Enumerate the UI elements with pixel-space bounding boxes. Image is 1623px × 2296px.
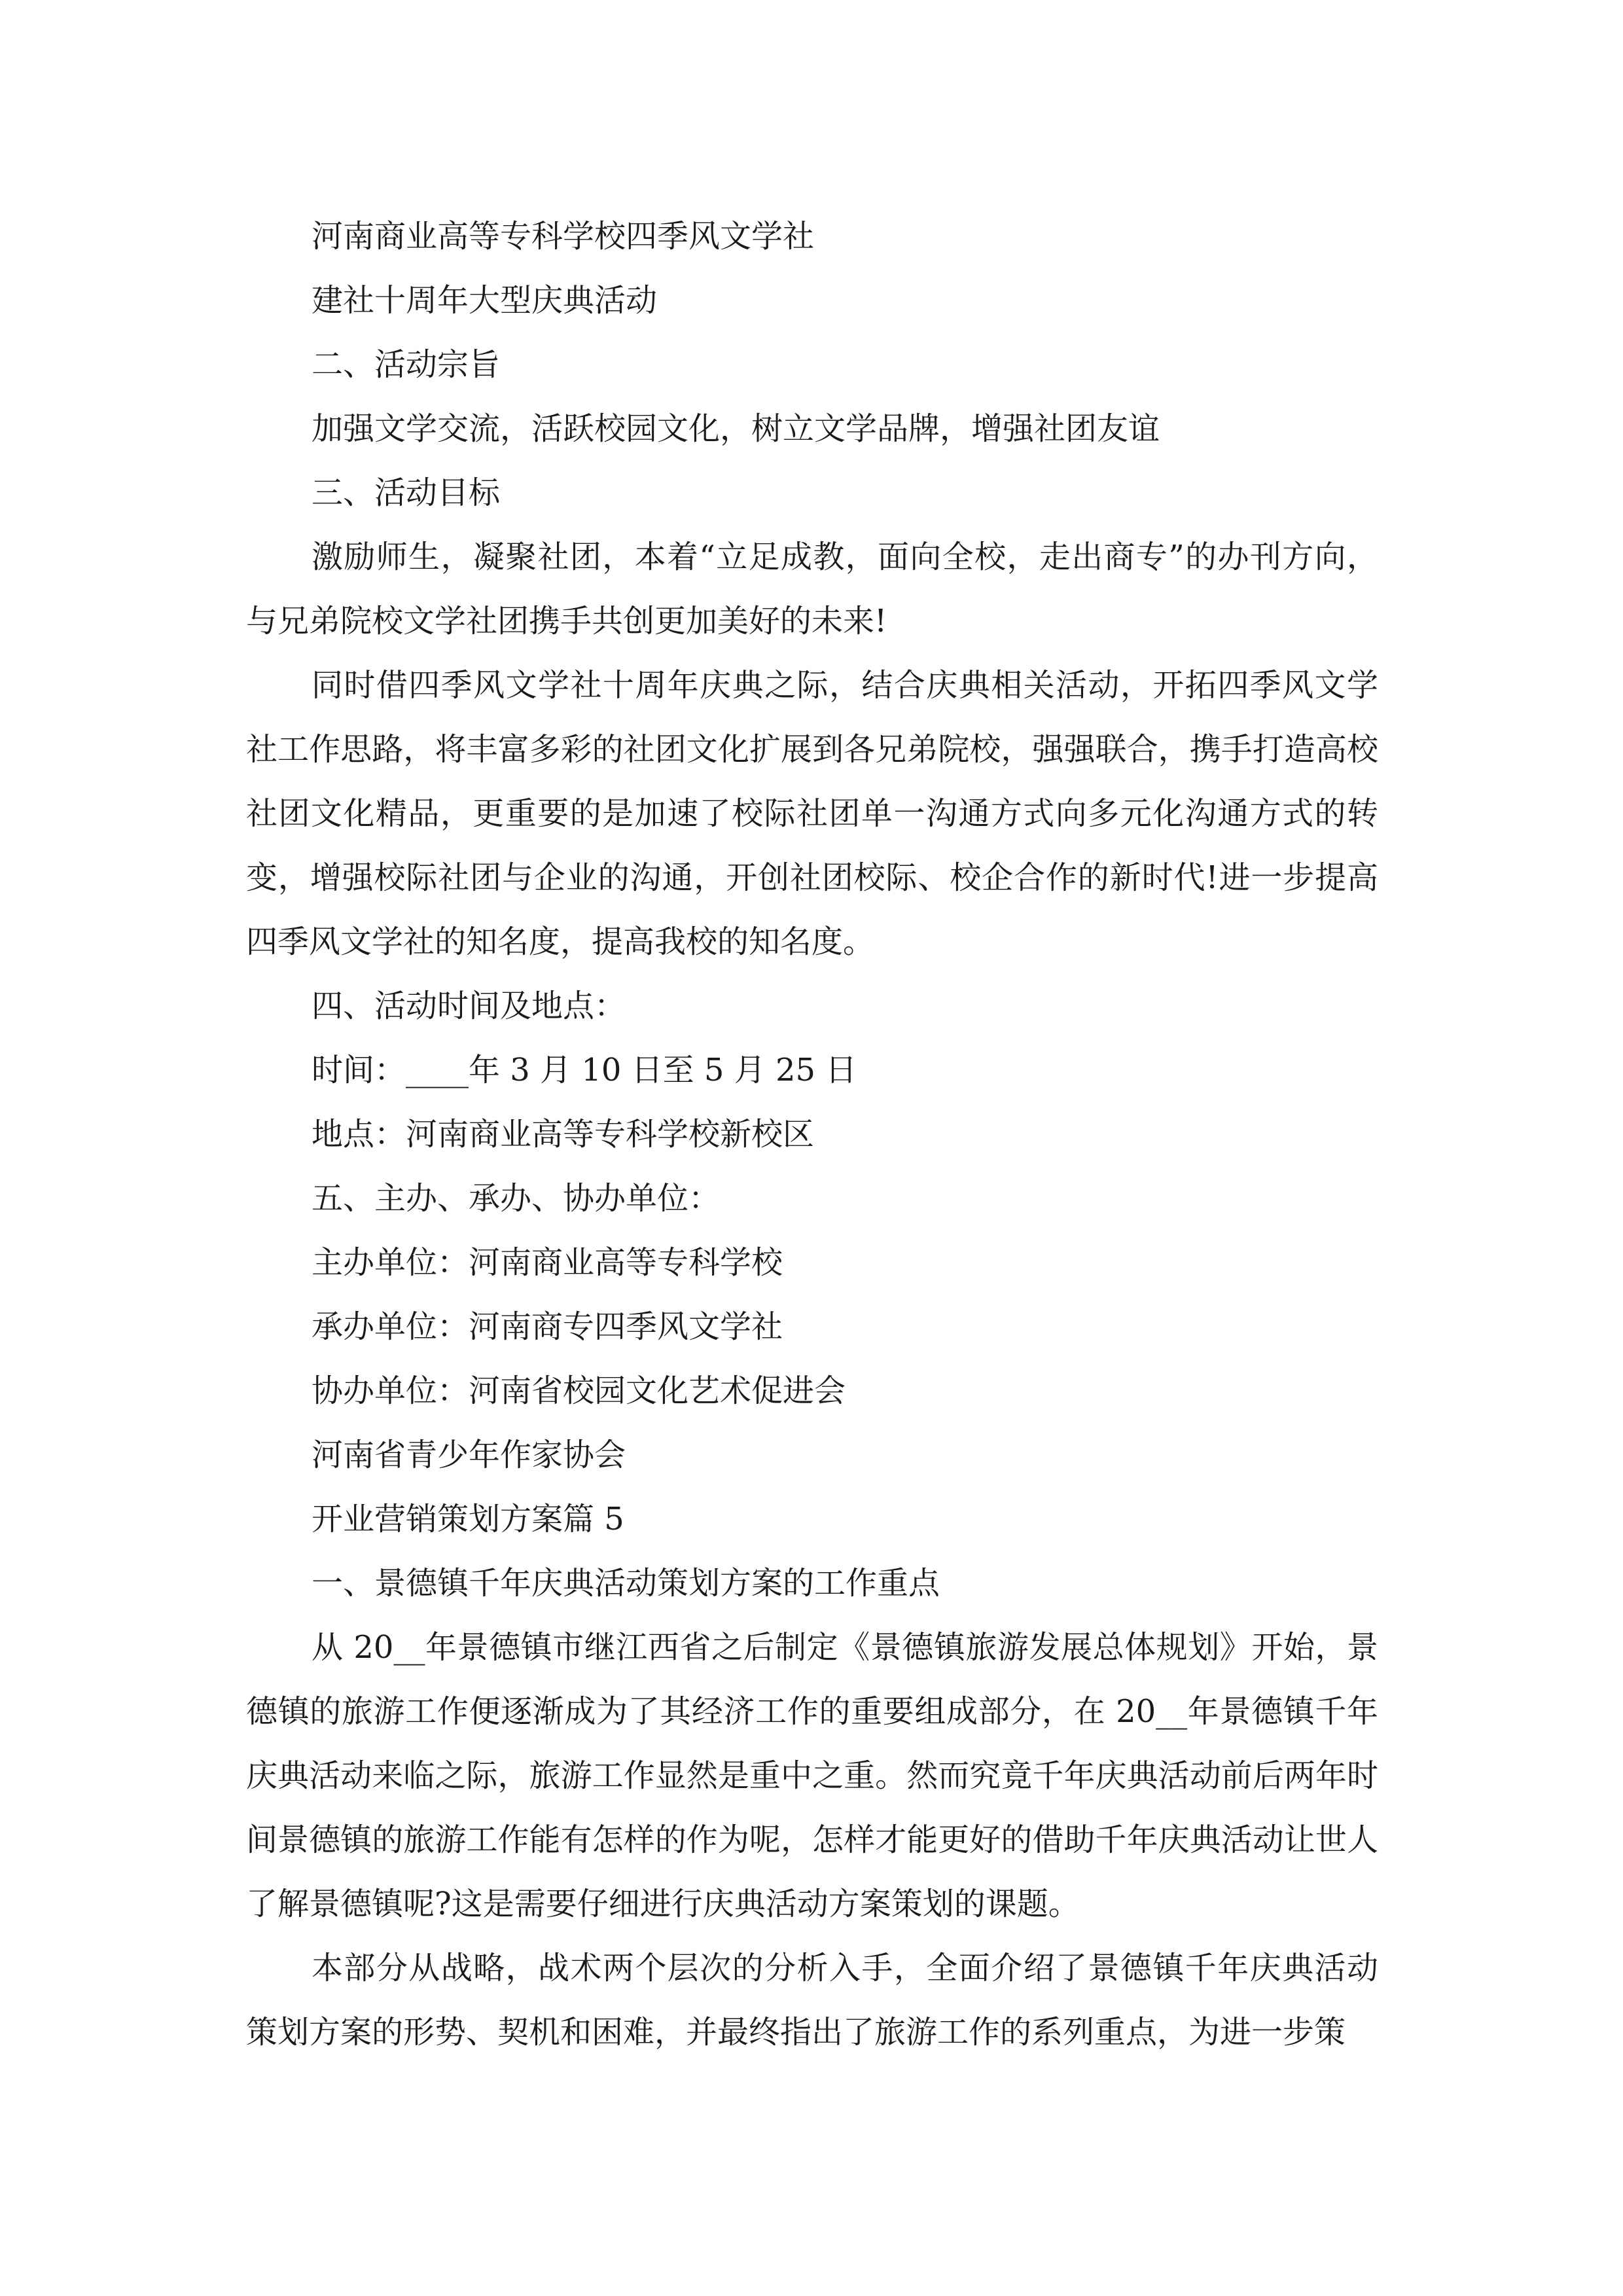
text-line: 主办单位：河南商业高等专科学校 (312, 1244, 783, 1281)
paragraph: 本部分从战略，战术两个层次的分析入手，全面介绍了景德镇千年庆典活动策划方案的形势、契机和困难，并最终指出了旅游工作的系列重点，为进一步策 (246, 1950, 1378, 2051)
text-line: 地点：河南商业高等专科学校新校区 (312, 1116, 815, 1153)
paragraph: 同时借四季风文学社十周年庆典之际，结合庆典相关活动，开拓四季风文学社工作思路，将丰富多彩的社团文化扩展到各兄弟院校，强强联合，携手打造高校社团文化精品，更重要的是加速了校际社团单一沟通方式向多元化沟通方式的转变，增强校际社团与企业的沟通，开创社团校际、校企合作的新时代!进一步提高四季风文学社的知名度，提高我校的知名度。 (246, 667, 1378, 960)
text-line: 时间：____年 3 月 10 日至 5 月 25 日 (312, 1052, 857, 1088)
text-line: 协办单位：河南省校园文化艺术促进会 (312, 1372, 846, 1409)
text-line: 加强文学交流，活跃校园文化，树立文学品牌，增强社团友谊 (312, 410, 1160, 447)
section-heading: 四、活动时间及地点： (312, 988, 626, 1024)
section-heading: 二、活动宗旨 (312, 346, 501, 383)
text-line: 承办单位：河南商专四季风文学社 (312, 1308, 783, 1345)
document-body (246, 204, 1378, 2064)
text-line: 河南省青少年作家协会 (312, 1437, 626, 1473)
text-line: 河南商业高等专科学校四季风文学社 (312, 218, 815, 255)
section-heading: 一、景德镇千年庆典活动策划方案的工作重点 (312, 1565, 940, 1602)
section-heading: 三、活动目标 (312, 475, 501, 511)
chapter-title: 开业营销策划方案篇 5 (312, 1501, 624, 1537)
section-heading: 五、主办、承办、协办单位： (312, 1180, 721, 1217)
paragraph: 从 20__年景德镇市继江西省之后制定《景德镇旅游发展总体规划》开始，景德镇的旅游工作便逐渐成为了其经济工作的重要组成部分，在 20__年景德镇千年庆典活动来临之际，旅游工作显然是重中之重。然而究竟千年庆典活动前后两年时间景德镇的旅游工作能有怎样的作为呢，怎样才能更好的借助千年庆典活动让世人了解景德镇呢?这是需要仔细进行庆典活动方案策划的课题。 (246, 1629, 1378, 1922)
text-line: 建社十周年大型庆典活动 (312, 282, 658, 319)
paragraph: 激励师生，凝聚社团，本着“立足成教，面向全校，走出商专”的办刊方向，与兄弟院校文学社团携手共创更加美好的未来! (246, 539, 1378, 639)
